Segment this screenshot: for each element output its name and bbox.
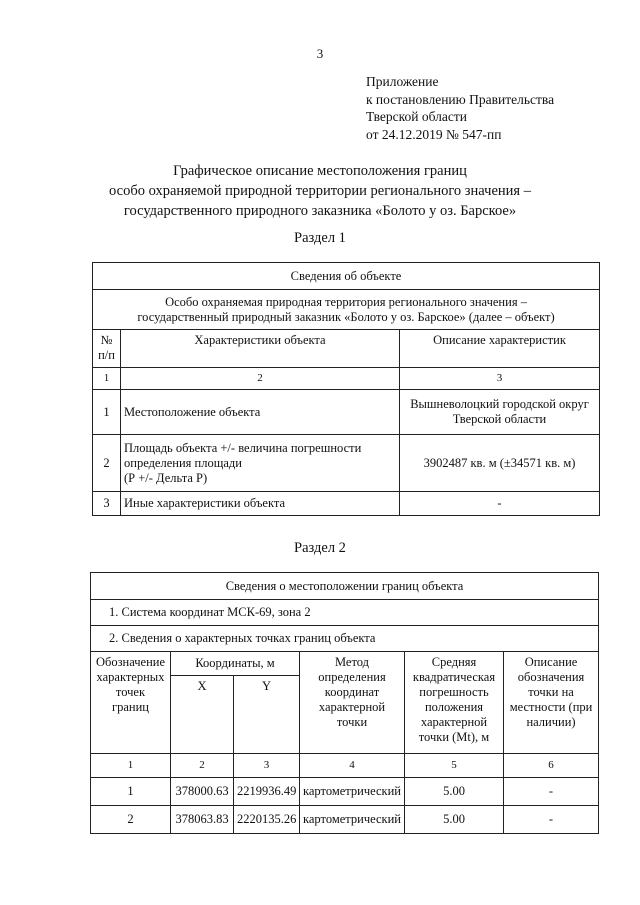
column-number: 3 <box>234 754 300 778</box>
object-description <box>93 290 600 330</box>
header-line: характерной <box>420 715 488 729</box>
table-row <box>91 806 599 834</box>
row-description <box>400 390 600 435</box>
document-title <box>0 161 640 221</box>
table-row <box>93 435 600 492</box>
object-description-line: Особо охраняемая природная территория регионального значения – <box>165 294 527 309</box>
header-line: положения <box>424 700 484 714</box>
header-line: Средняя <box>431 655 477 669</box>
header-line: определения <box>318 670 386 684</box>
appendix-line: Приложение <box>366 74 439 89</box>
row-num: 1 <box>93 390 121 435</box>
header-description: Описание характеристик <box>400 330 600 368</box>
row-characteristic: Иные характеристики объекта <box>121 492 400 516</box>
row-characteristic-line: Площадь объекта +/- величина погрешности <box>124 440 362 455</box>
cell-method: картометрический <box>300 778 405 806</box>
appendix-line: Тверской области <box>366 109 467 124</box>
row-description-line: Тверской области <box>452 412 547 426</box>
header-line: обозначения <box>517 670 585 684</box>
header-num-line: № <box>100 333 113 347</box>
appendix-date: от 24.12.2019 № 547-пп <box>366 126 502 142</box>
table-title: Сведения об объекте <box>93 263 600 290</box>
row-characteristic: Местоположение объекта <box>121 390 400 435</box>
cell-marking: - <box>504 778 599 806</box>
column-number: 6 <box>504 754 599 778</box>
row-num: 2 <box>93 435 121 492</box>
title-line: государственного природного заказника «Болото у оз. Барское» <box>123 203 517 219</box>
cell-y: 2219936.49 <box>234 778 300 806</box>
header-line: точек <box>115 685 146 699</box>
section1-heading: Раздел 1 <box>294 230 346 246</box>
header-line: координат <box>324 685 380 699</box>
column-number: 2 <box>121 368 400 390</box>
header-characteristic: Характеристики объекта <box>121 330 400 368</box>
page-number: 3 <box>316 46 324 61</box>
points-title: 2. Сведения о характерных точках границ объекта <box>91 626 599 652</box>
column-number: 1 <box>93 368 121 390</box>
cell-point: 1 <box>91 778 171 806</box>
cell-accuracy: 5.00 <box>405 806 504 834</box>
header-line: Метод <box>334 655 370 669</box>
appendix-block <box>366 73 554 143</box>
column-number: 5 <box>405 754 504 778</box>
column-number: 2 <box>171 754 234 778</box>
cell-accuracy: 5.00 <box>405 778 504 806</box>
header-line: наличии) <box>526 715 576 729</box>
header-line: точки на <box>528 685 574 699</box>
header-accuracy <box>405 652 504 754</box>
title-line: особо охраняемой природной территории регионального значения – <box>109 183 531 199</box>
cell-y: 2220135.26 <box>234 806 300 834</box>
header-y: Y <box>234 676 300 754</box>
cell-point: 2 <box>91 806 171 834</box>
row-characteristic-line: (Р +/- Дельта Р) <box>124 470 208 485</box>
header-line: характерных <box>96 670 165 684</box>
object-info-table <box>92 262 600 516</box>
row-characteristic <box>121 435 400 492</box>
section2-heading: Раздел 2 <box>294 540 346 556</box>
table-row <box>91 778 599 806</box>
header-method <box>300 652 405 754</box>
row-description: - <box>400 492 600 516</box>
row-num: 3 <box>93 492 121 516</box>
boundary-points-table <box>90 572 599 834</box>
header-line: точки (Mt), м <box>418 730 490 744</box>
header-line: местности (при <box>509 700 593 714</box>
row-characteristic-line: определения площади <box>124 455 242 470</box>
coordinate-system: 1. Система координат МСК-69, зона 2 <box>91 600 599 626</box>
cell-x: 378000.63 <box>171 778 234 806</box>
row-description: 3902487 кв. м (±34571 кв. м) <box>400 435 600 492</box>
header-line: характерной <box>318 700 386 714</box>
table-row <box>93 390 600 435</box>
header-marking <box>504 652 599 754</box>
table-row <box>93 492 600 516</box>
header-line: границ <box>112 700 149 714</box>
header-line: Обозначение <box>95 655 166 669</box>
header-coordinates: Координаты, м <box>171 652 300 676</box>
header-x: X <box>171 676 234 754</box>
column-number: 1 <box>91 754 171 778</box>
header-num-line: п/п <box>98 348 115 362</box>
column-number: 3 <box>400 368 600 390</box>
cell-x: 378063.83 <box>171 806 234 834</box>
header-line: точки <box>336 715 368 729</box>
header-num <box>93 330 121 368</box>
header-point <box>91 652 171 754</box>
column-number: 4 <box>300 754 405 778</box>
cell-method: картометрический <box>300 806 405 834</box>
title-line: Графическое описание местоположения границ <box>173 163 467 179</box>
header-line: квадратическая <box>412 670 496 684</box>
object-description-line: государственный природный заказник «Болото у оз. Барское» (далее – объект) <box>137 309 555 324</box>
appendix-line: к постановлению Правительства <box>366 91 555 107</box>
header-line: погрешность <box>419 685 489 699</box>
row-description-line: Вышневолоцкий городской округ <box>410 397 589 411</box>
table-title: Сведения о местоположении границ объекта <box>91 573 599 600</box>
cell-marking: - <box>504 806 599 834</box>
header-line: Описание <box>524 655 578 669</box>
